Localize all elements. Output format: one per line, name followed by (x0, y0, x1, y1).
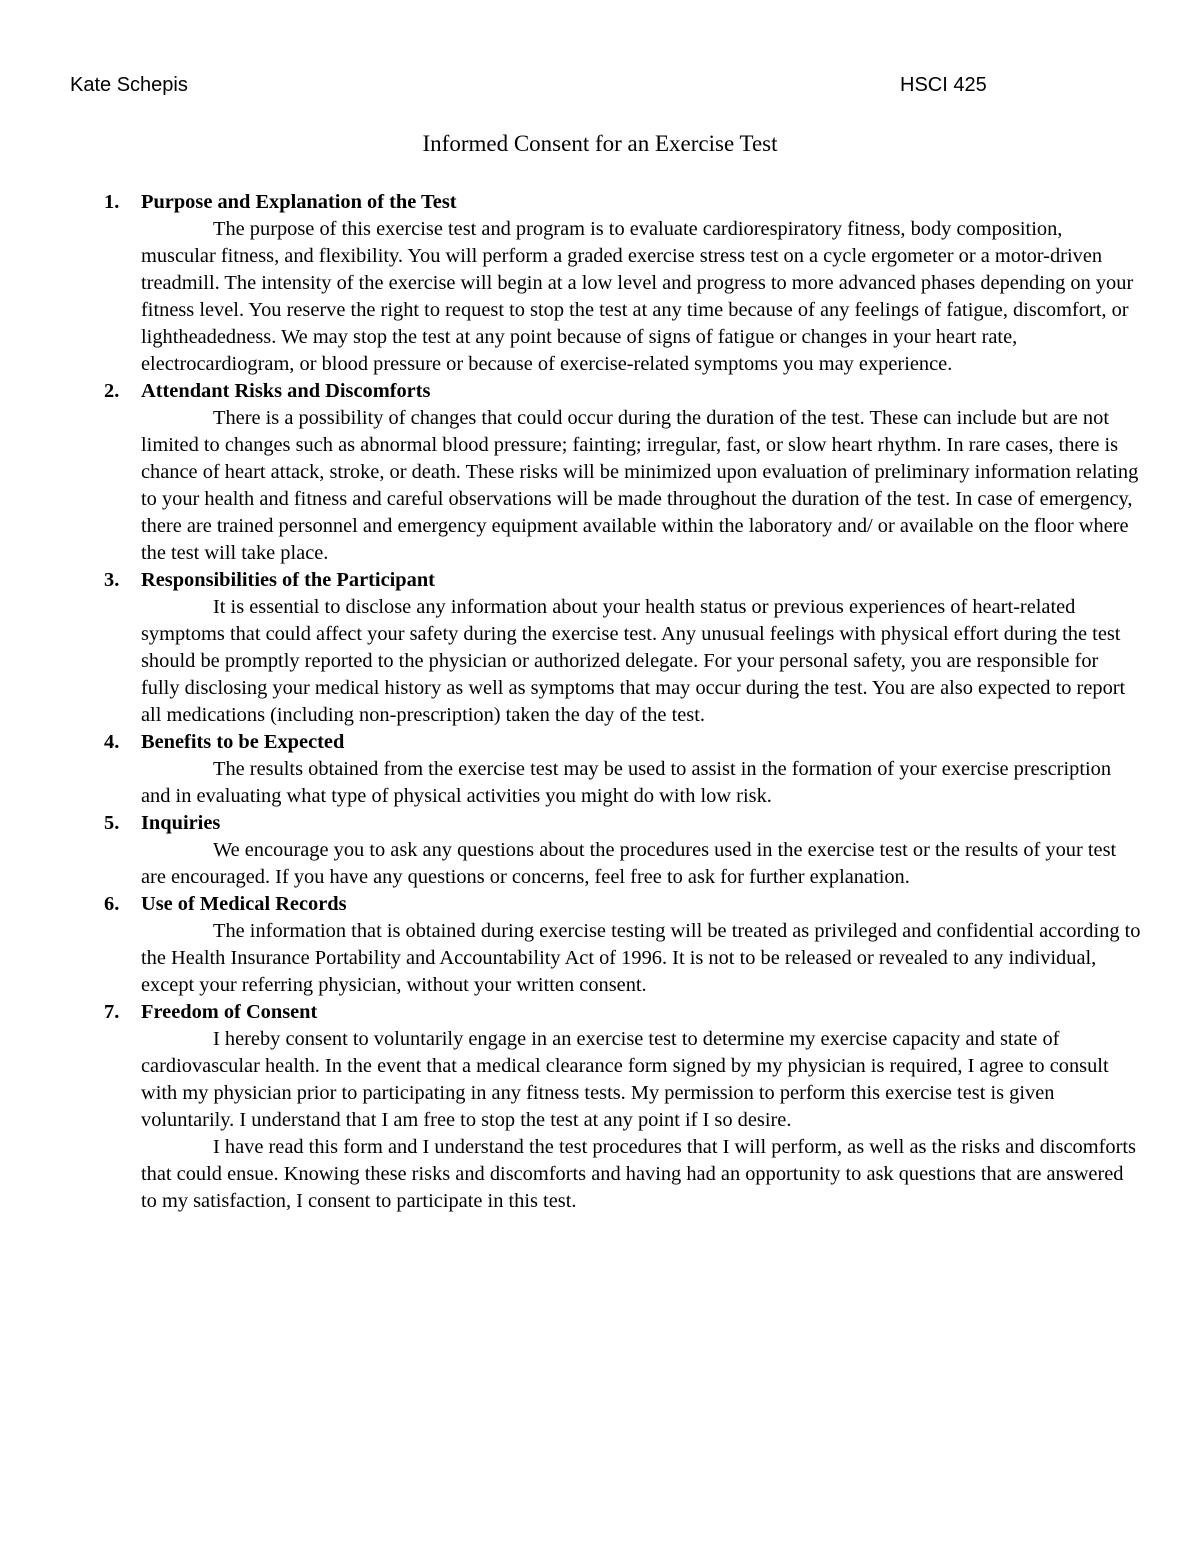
section-heading: Attendant Risks and Discomforts (141, 380, 431, 402)
author-name: Kate Schepis (70, 74, 188, 96)
section-heading: Freedom of Consent (141, 1001, 318, 1023)
section-number: 3. (104, 569, 120, 591)
section-paragraph: The information that is obtained during exercise testing will be treated as privileged and confidential according to the Health Insurance Portability and Accountability Act of 1996. It is not to be released or revealed to any individual, except your referring physician, without your written consent. (141, 920, 1141, 996)
sections-list (104, 189, 1141, 1215)
section-heading: Purpose and Explanation of the Test (141, 191, 457, 213)
section-paragraph: The purpose of this exercise test and program is to evaluate cardiorespiratory fitness, body composition, muscular fitness, and flexibility. You will perform a graded exercise stress test on a cycle ergometer or a motor-driven treadmill. The intensity of the exercise will begin at a low level and progress to more advanced phases depending on your fitness level. You reserve the right to request to stop the test at any time because of any feelings of fatigue, discomfort, or lightheadedness. We may stop the test at any point because of signs of fatigue or changes in your heart rate, electrocardiogram, or blood pressure or because of exercise-related symptoms you may experience. (141, 218, 1134, 375)
section-freedom-of-consent (104, 999, 1141, 1215)
section-heading: Responsibilities of the Participant (141, 569, 435, 591)
section-paragraph: There is a possibility of changes that could occur during the duration of the test. These can include but are not limited to changes such as abnormal blood pressure; fainting; irregular, fast, or slow heart rhythm. In rare cases, there is chance of heart attack, stroke, or death. These risks will be minimized upon evaluation of preliminary information relating to your health and fitness and careful observations will be made throughout the duration of the test. In case of emergency, there are trained personnel and emergency equipment available within the laboratory and/ or available on the floor where the test will take place. (141, 407, 1139, 564)
section-paragraph: The results obtained from the exercise test may be used to assist in the formation of your exercise prescription and in evaluating what type of physical activities you might do with low risk. (141, 758, 1112, 807)
section-paragraph: I hereby consent to voluntarily engage in an exercise test to determine my exercise capacity and state of cardiovascular health. In the event that a medical clearance form signed by my physician is required, I agree to consult with my physician prior to participating in any fitness tests. My permission to perform this exercise test is given voluntarily. I understand that I am free to stop the test at any point if I so desire. (141, 1028, 1109, 1131)
section-number: 1. (104, 191, 120, 213)
section-benefits (104, 729, 1141, 810)
course-code: HSCI 425 (900, 74, 987, 96)
section-number: 4. (104, 731, 120, 753)
section-heading: Benefits to be Expected (141, 731, 345, 753)
section-responsibilities (104, 567, 1141, 729)
section-paragraph: We encourage you to ask any questions about the procedures used in the exercise test or the results of your test are encouraged. If you have any questions or concerns, feel free to ask for further explanation. (141, 839, 1117, 888)
consent-statement: I have read this form and I understand the test procedures that I will perform, as well as the risks and discomforts that could ensue. Knowing these risks and discomforts and having had an opportunity to ask questions that are answered to my satisfaction, I consent to participate in this test. (141, 1136, 1136, 1212)
section-number: 7. (104, 1001, 120, 1023)
section-medical-records (104, 891, 1141, 999)
section-heading: Inquiries (141, 812, 221, 834)
section-inquiries (104, 810, 1141, 891)
section-heading: Use of Medical Records (141, 893, 347, 915)
section-number: 6. (104, 893, 120, 915)
section-purpose (104, 189, 1141, 378)
section-paragraph: It is essential to disclose any information about your health status or previous experiences of heart-related symptoms that could affect your safety during the exercise test. Any unusual feelings with physical effort during the test should be promptly reported to the physician or authorized delegate. For your personal safety, you are responsible for fully disclosing your medical history as well as symptoms that may occur during the test. You are also expected to report all medications (including non-prescription) taken the day of the test. (141, 596, 1126, 726)
document-title: Informed Consent for an Exercise Test (422, 131, 778, 156)
section-risks (104, 378, 1141, 567)
section-number: 5. (104, 812, 120, 834)
section-number: 2. (104, 380, 120, 402)
